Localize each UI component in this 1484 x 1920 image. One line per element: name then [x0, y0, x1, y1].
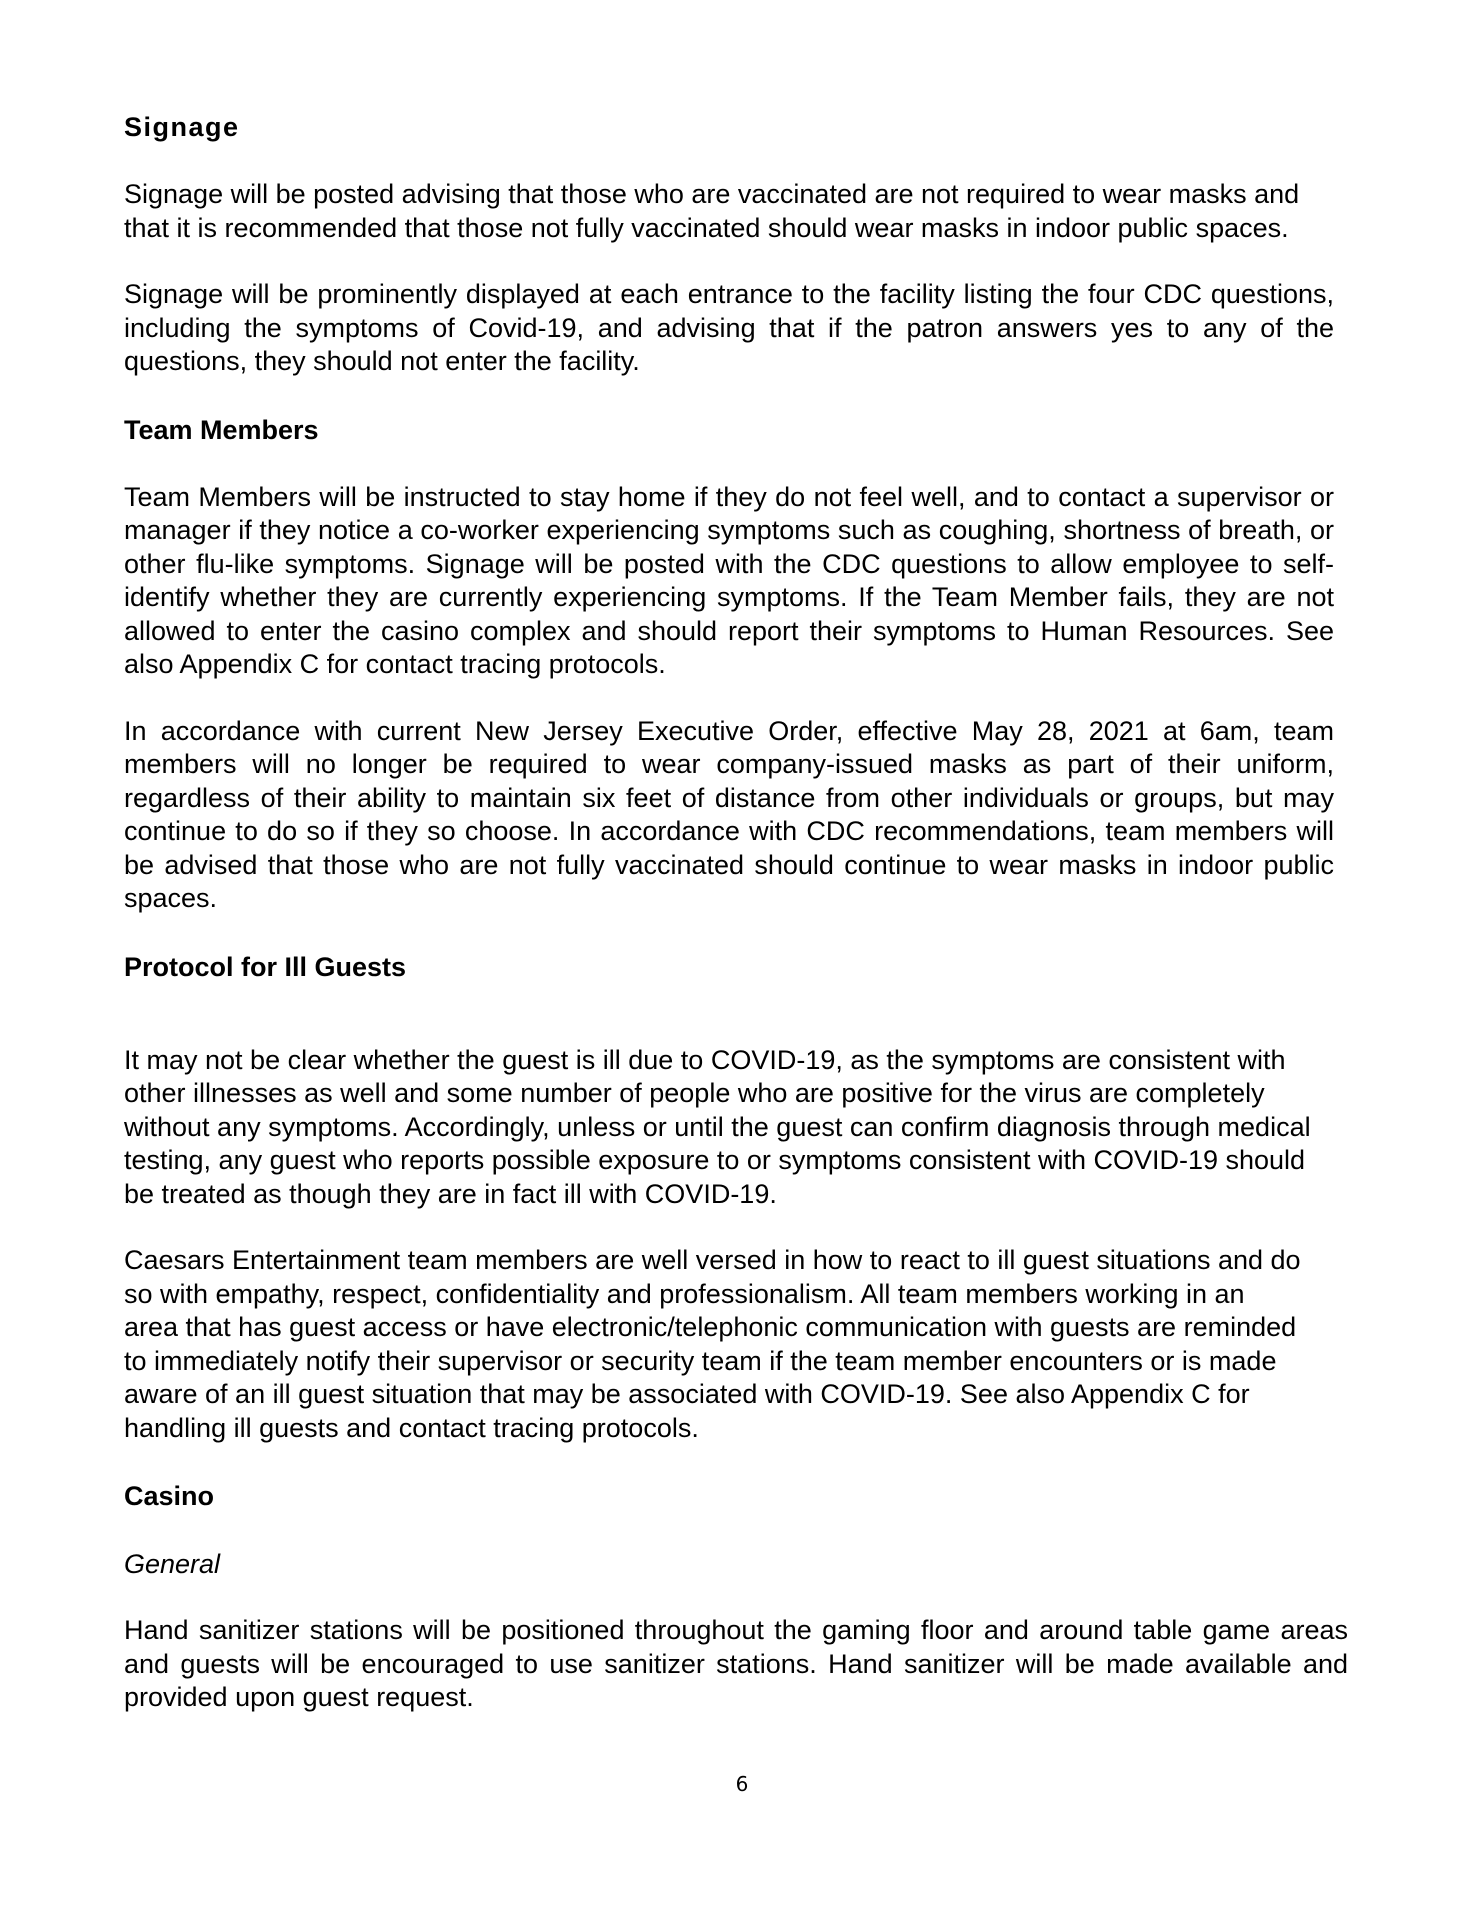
paragraph-signage-2: Signage will be prominently displayed at each entrance to the facility listing the four CDC questions, including the symptoms of Covid-19, and advising that if the patron answers yes to any of the questions, they should not enter the facility.: [124, 279, 1334, 376]
document-page: [124, 110, 1348, 1715]
paragraph-ill-guests-1: It may not be clear whether the guest is ill due to COVID-19, as the symptoms are consistent with other illnesses as well and some number of people who are positive for the virus are completely without any symptoms. Accordingly, unless or until the guest can confirm diagnosis through medical testing, any guest who reports possible exposure to or symptoms consistent with COVID-19 should be treated as though they are in fact ill with COVID-19.: [124, 1044, 1311, 1209]
paragraph-casino-general: Hand sanitizer stations will be positioned throughout the gaming floor and around table game areas and guests will be encouraged to use sanitizer stations. Hand sanitizer will be made available and provided upon guest request.: [124, 1615, 1348, 1712]
heading-team-members: Team Members: [124, 414, 319, 445]
paragraph-ill-guests-2: Caesars Entertainment team members are well versed in how to react to ill guest situations and do so with empathy, respect, confidentiality and professionalism. All team members working in an area that has guest access or have electronic/telephonic communication with guests are reminded to immediately notify their supervisor or security team if the team member encounters or is made aware of an ill guest situation that may be associated with COVID-19. See also Appendix C for handling ill guests and contact tracing protocols.: [124, 1245, 1301, 1443]
paragraph-signage-1: Signage will be posted advising that those who are vaccinated are not required to wear masks and that it is recommended that those not fully vaccinated should wear masks in indoor public spaces.: [124, 179, 1300, 243]
paragraph-team-members-2: In accordance with current New Jersey Executive Order, effective May 28, 2021 at 6am, team members will no longer be required to wear company-issued masks as part of their uniform, regardless of their ability to maintain six feet of distance from other individuals or groups, but may continue to do so if they so choose. In accordance with CDC recommendations, team members will be advised that those who are not fully vaccinated should continue to wear masks in indoor public spaces.: [124, 715, 1334, 913]
page-number: 6: [735, 1772, 749, 1796]
heading-casino: Casino: [124, 1481, 215, 1511]
heading-signage: Signage: [124, 112, 240, 142]
paragraph-team-members-1: Team Members will be instructed to stay home if they do not feel well, and to contact a supervisor or manager if they notice a co-worker experiencing symptoms such as coughing, shortness of breath, or other flu-like symptoms. Signage will be posted with the CDC questions to allow employee to self-identify whether they are currently experiencing symptoms. If the Team Member fails, they are not allowed to enter the casino complex and should report their symptoms to Human Resources. See also Appendix C for contact tracing protocols.: [124, 481, 1334, 679]
subheading-general: General: [124, 1549, 221, 1579]
heading-ill-guests: Protocol for Ill Guests: [124, 951, 407, 982]
